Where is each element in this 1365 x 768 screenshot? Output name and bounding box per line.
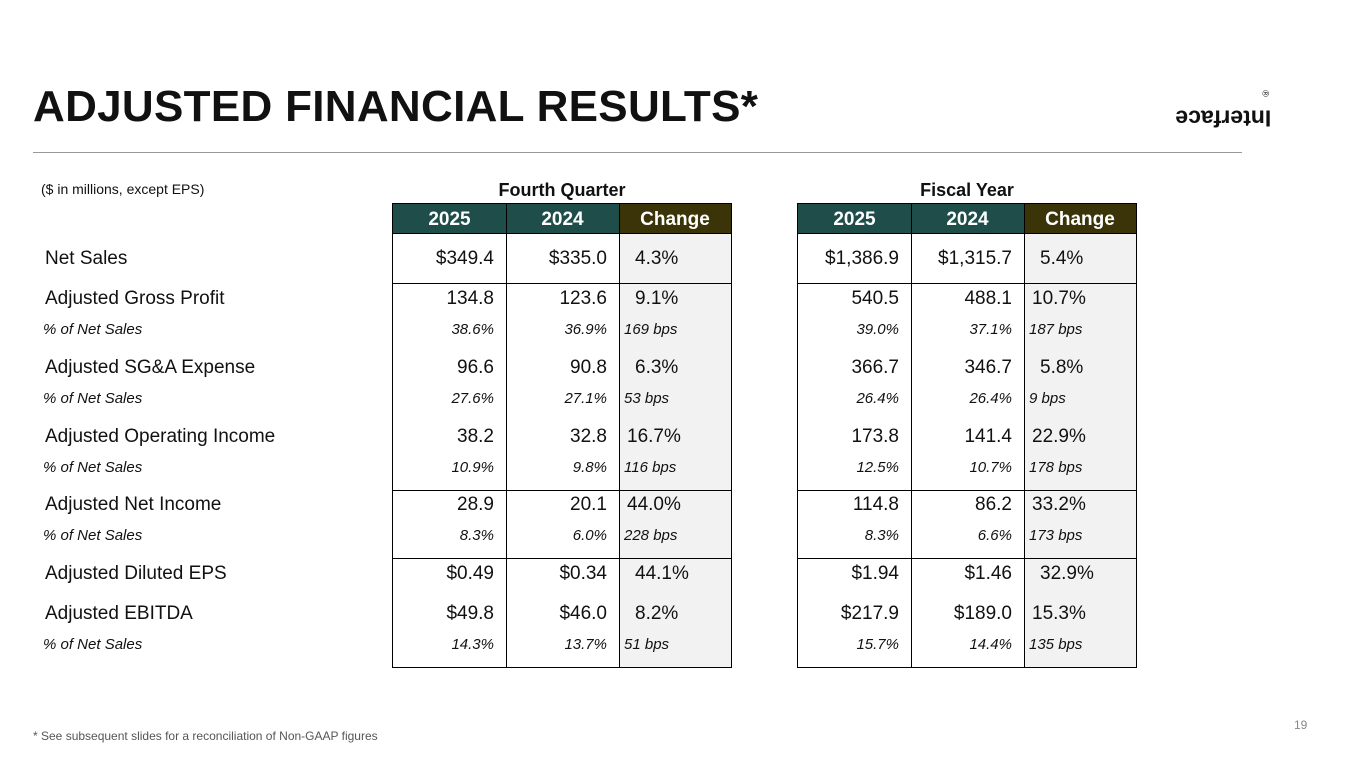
row-label: Adjusted EBITDA [45, 603, 193, 624]
row-label: Adjusted SG&A Expense [45, 357, 256, 378]
value-cell: $335.0 [548, 248, 607, 269]
change-cell: 4.3% [635, 248, 679, 269]
value-cell: 134.8 [446, 288, 494, 309]
percent-cell: 26.4% [969, 390, 1012, 407]
change-sub-cell: 187 bps [1029, 321, 1083, 338]
change-cell: 33.2% [1032, 494, 1086, 515]
percent-cell: 13.7% [564, 636, 607, 653]
percent-cell: 14.4% [969, 636, 1012, 653]
value-cell: $189.0 [953, 603, 1012, 624]
change-cell: 6.3% [635, 357, 679, 378]
row-sub-label: % of Net Sales [43, 321, 143, 338]
change-sub-cell: 178 bps [1029, 459, 1083, 476]
row-label: Net Sales [45, 248, 128, 269]
percent-cell: 6.0% [572, 527, 607, 544]
row-divider [798, 233, 1136, 234]
units-note: ($ in millions, except EPS) [41, 181, 205, 197]
row-sub-label: % of Net Sales [43, 459, 143, 476]
change-sub-cell: 228 bps [624, 527, 678, 544]
table-header [798, 204, 1136, 234]
row-label: Adjusted Net Income [45, 494, 222, 515]
change-sub-cell: 135 bps [1029, 636, 1083, 653]
percent-cell: 8.3% [459, 527, 494, 544]
row-sub-label: % of Net Sales [43, 390, 143, 407]
row-divider [393, 233, 731, 234]
page-title: ADJUSTED FINANCIAL RESULTS* [33, 82, 759, 131]
row-sub-label: % of Net Sales [43, 636, 143, 653]
percent-cell: 14.3% [451, 636, 494, 653]
header-change: Change [1024, 204, 1136, 233]
percent-cell: 27.6% [451, 390, 494, 407]
percent-cell: 15.7% [856, 636, 899, 653]
change-cell: 5.8% [1040, 357, 1084, 378]
value-cell: 540.5 [851, 288, 899, 309]
page-number: 19 [1294, 718, 1308, 732]
column-divider [1024, 204, 1025, 667]
value-cell: $349.4 [435, 248, 494, 269]
table-header [393, 204, 731, 234]
row-label: Adjusted Diluted EPS [45, 563, 227, 584]
title-divider [33, 152, 1242, 153]
value-cell: 123.6 [559, 288, 607, 309]
row-label: Adjusted Operating Income [45, 426, 276, 447]
percent-cell: 12.5% [856, 459, 899, 476]
change-cell: 8.2% [635, 603, 679, 624]
header-year: 2024 [911, 204, 1024, 233]
value-cell: 114.8 [852, 494, 899, 515]
value-cell: $1,386.9 [825, 248, 899, 269]
percent-cell: 39.0% [856, 321, 899, 338]
row-divider [393, 283, 731, 284]
value-cell: 32.8 [570, 426, 607, 447]
row-label: Adjusted Gross Profit [45, 288, 225, 309]
change-sub-cell: 9 bps [1029, 390, 1066, 407]
column-divider [619, 204, 620, 667]
value-cell: 366.7 [851, 357, 899, 378]
value-cell: $46.0 [559, 603, 607, 624]
value-cell: 173.8 [851, 426, 899, 447]
value-cell: 86.2 [975, 494, 1012, 515]
fourth-quarter-table [392, 203, 732, 668]
row-divider [798, 283, 1136, 284]
value-cell: 488.1 [964, 288, 1012, 309]
row-divider [798, 490, 1136, 491]
registered-mark: ® [1260, 90, 1271, 97]
percent-cell: 6.6% [977, 527, 1012, 544]
change-sub-cell: 53 bps [624, 390, 670, 407]
change-sub-cell: 51 bps [624, 636, 670, 653]
footnote: * See subsequent slides for a reconciliation of Non-GAAP figures [33, 729, 378, 743]
value-cell: 90.8 [570, 357, 607, 378]
value-cell: $0.34 [559, 563, 607, 584]
value-cell: $1.46 [964, 563, 1012, 584]
value-cell: 38.2 [457, 426, 494, 447]
value-cell: $217.9 [840, 603, 899, 624]
header-year: 2025 [798, 204, 911, 233]
header-change: Change [619, 204, 731, 233]
change-cell: 9.1% [635, 288, 679, 309]
change-cell: 5.4% [1040, 248, 1084, 269]
percent-cell: 27.1% [564, 390, 607, 407]
percent-cell: 38.6% [451, 321, 494, 338]
value-cell: 96.6 [457, 357, 494, 378]
change-sub-cell: 116 bps [624, 459, 677, 476]
value-cell: $0.49 [446, 563, 494, 584]
value-cell: $1,315.7 [938, 248, 1012, 269]
change-cell: 16.7% [627, 426, 681, 447]
row-sub-label: % of Net Sales [43, 527, 143, 544]
change-cell: 22.9% [1032, 426, 1086, 447]
value-cell: 28.9 [457, 494, 494, 515]
percent-cell: 37.1% [969, 321, 1012, 338]
header-year: 2025 [393, 204, 506, 233]
percent-cell: 10.9% [451, 459, 494, 476]
percent-cell: 8.3% [864, 527, 899, 544]
change-cell: 44.0% [627, 494, 681, 515]
header-year: 2024 [506, 204, 619, 233]
change-cell: 44.1% [635, 563, 689, 584]
interface-logo [1175, 42, 1322, 162]
fourth-quarter-heading: Fourth Quarter [498, 180, 626, 200]
row-divider [393, 558, 731, 559]
column-divider [506, 204, 507, 667]
column-divider [911, 204, 912, 667]
change-sub-cell: 169 bps [624, 321, 678, 338]
row-divider [798, 558, 1136, 559]
fiscal-year-heading: Fiscal Year [920, 180, 1014, 200]
value-cell: $1.94 [851, 563, 899, 584]
fiscal-year-table [797, 203, 1137, 668]
change-sub-cell: 173 bps [1029, 527, 1083, 544]
change-cell: 15.3% [1032, 603, 1086, 624]
value-cell: 141.4 [964, 426, 1012, 447]
change-cell: 32.9% [1040, 563, 1094, 584]
brand-name: Interface [1175, 105, 1272, 132]
percent-cell: 36.9% [564, 321, 607, 338]
percent-cell: 10.7% [969, 459, 1012, 476]
value-cell: $49.8 [446, 603, 494, 624]
percent-cell: 26.4% [856, 390, 899, 407]
percent-cell: 9.8% [572, 459, 607, 476]
value-cell: 346.7 [964, 357, 1012, 378]
row-divider [393, 490, 731, 491]
value-cell: 20.1 [570, 494, 607, 515]
change-cell: 10.7% [1032, 288, 1086, 309]
